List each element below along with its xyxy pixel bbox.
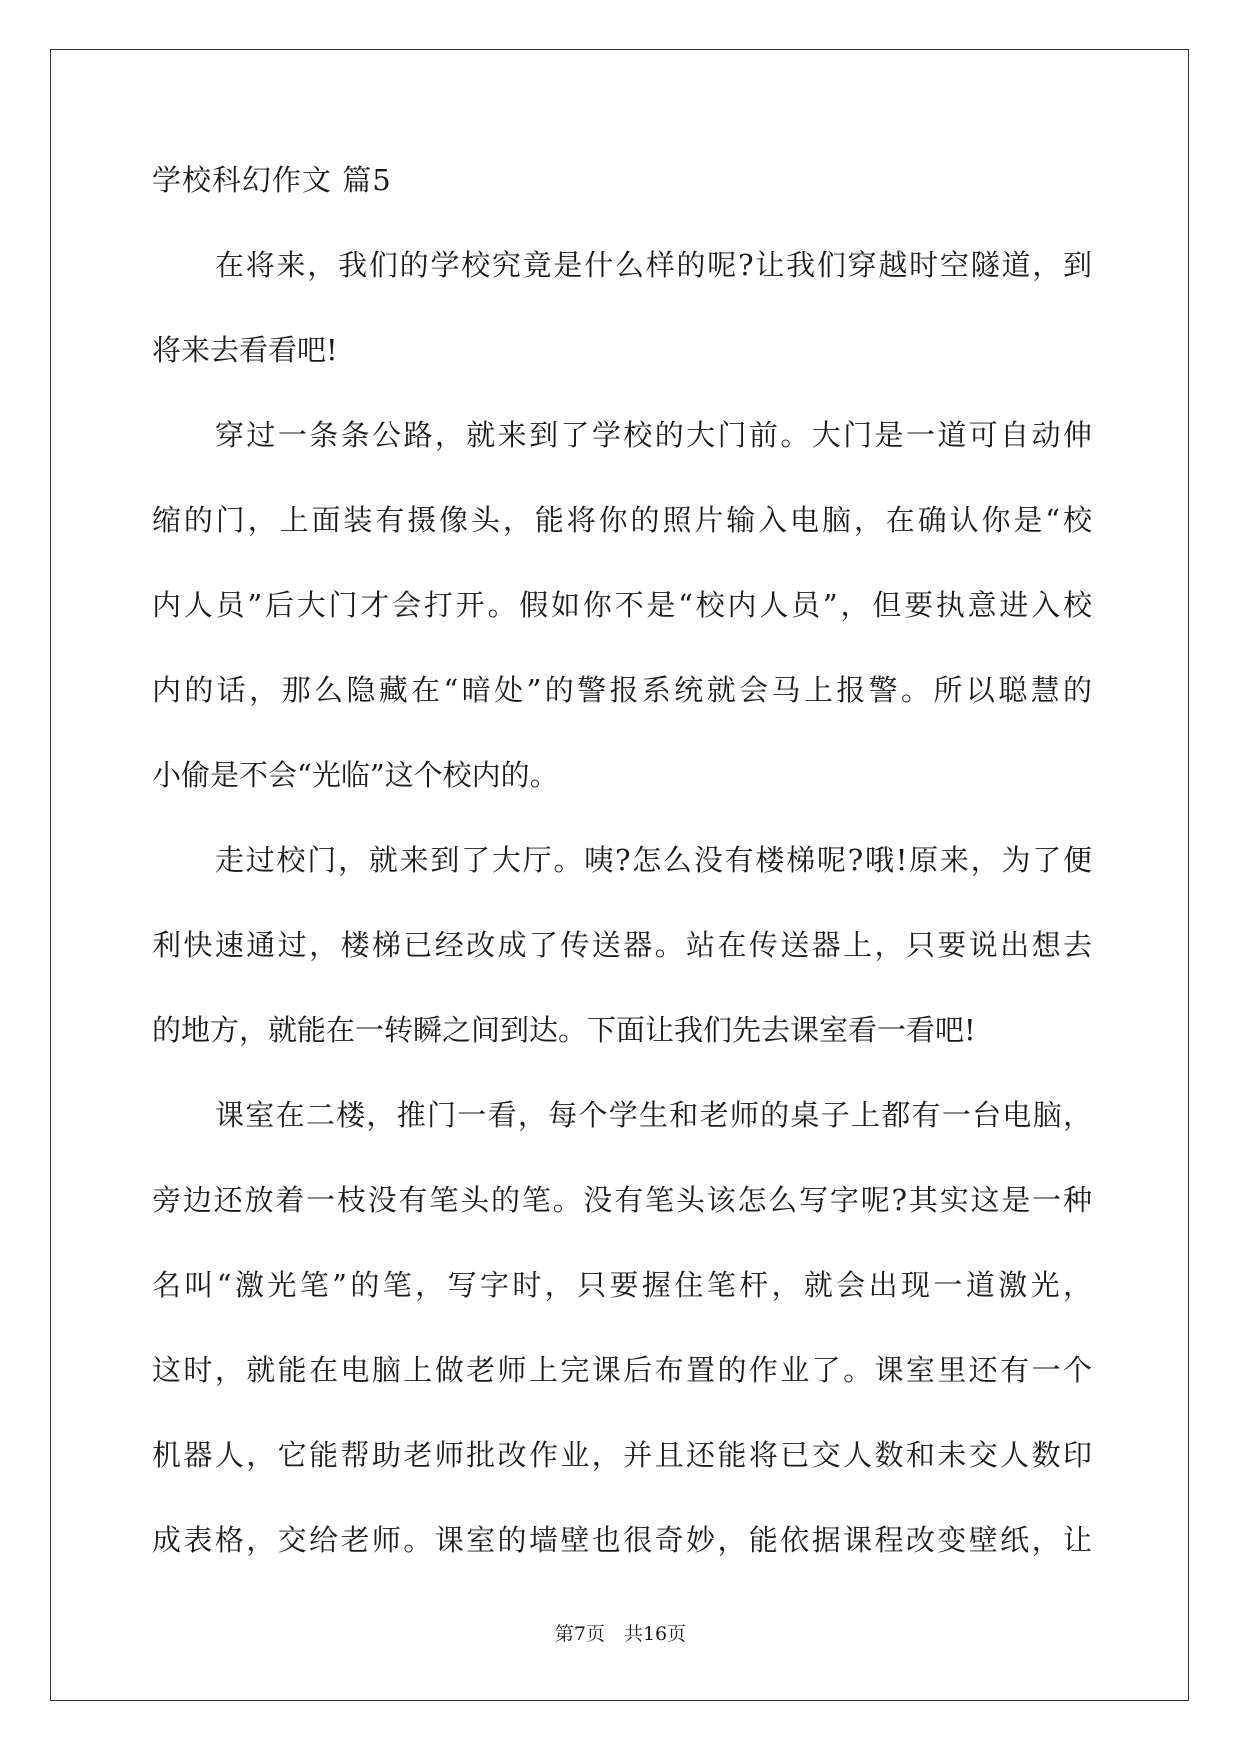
paragraph-4-line-4: 这时，就能在电脑上做老师上完课后布置的作业了。课室里还有一个 [152, 1353, 1092, 1387]
paragraph-2-line-4: 内的话，那么隐藏在“暗处”的警报系统就会马上报警。所以聪慧的 [152, 673, 1092, 707]
paragraph-1-line-2: 将来去看看吧! [152, 333, 338, 367]
paragraph-4-line-3: 名叫“激光笔”的笔，写字时，只要握住笔杆，就会出现一道激光， [152, 1268, 1092, 1302]
paragraph-3-line-1: 走过校门，就来到了大厅。咦?怎么没有楼梯呢?哦!原来，为了便 [215, 843, 1092, 877]
paragraph-2-line-2: 缩的门，上面装有摄像头，能将你的照片输入电脑，在确认你是“校 [152, 503, 1092, 537]
paragraph-2-line-5: 小偷是不会“光临”这个校内的。 [152, 758, 559, 792]
paragraph-4-line-6: 成表格，交给老师。课室的墙壁也很奇妙，能依据课程改变壁纸，让 [152, 1523, 1092, 1557]
page-number-footer: 第7页 共16页 [554, 1623, 687, 1645]
paragraph-3-line-2: 利快速通过，楼梯已经改成了传送器。站在传送器上，只要说出想去 [152, 928, 1092, 962]
paragraph-2-line-1: 穿过一条条公路，就来到了学校的大门前。大门是一道可自动伸 [215, 418, 1092, 452]
document-heading: 学校科幻作文 篇5 [152, 163, 392, 197]
paragraph-4-line-2: 旁边还放着一枝没有笔头的笔。没有笔头该怎么写字呢?其实这是一种 [152, 1183, 1092, 1217]
paragraph-1-line-1: 在将来，我们的学校究竟是什么样的呢?让我们穿越时空隧道，到 [215, 248, 1092, 282]
paragraph-4-line-1: 课室在二楼，推门一看，每个学生和老师的桌子上都有一台电脑， [215, 1098, 1092, 1132]
paragraph-4-line-5: 机器人，它能帮助老师批改作业，并且还能将已交人数和未交人数印 [152, 1438, 1092, 1472]
paragraph-3-line-3: 的地方，就能在一转瞬之间到达。下面让我们先去课室看一看吧! [152, 1013, 976, 1047]
paragraph-2-line-3: 内人员”后大门才会打开。假如你不是“校内人员”，但要执意进入校 [152, 588, 1092, 622]
document-body [152, 160, 1092, 1605]
